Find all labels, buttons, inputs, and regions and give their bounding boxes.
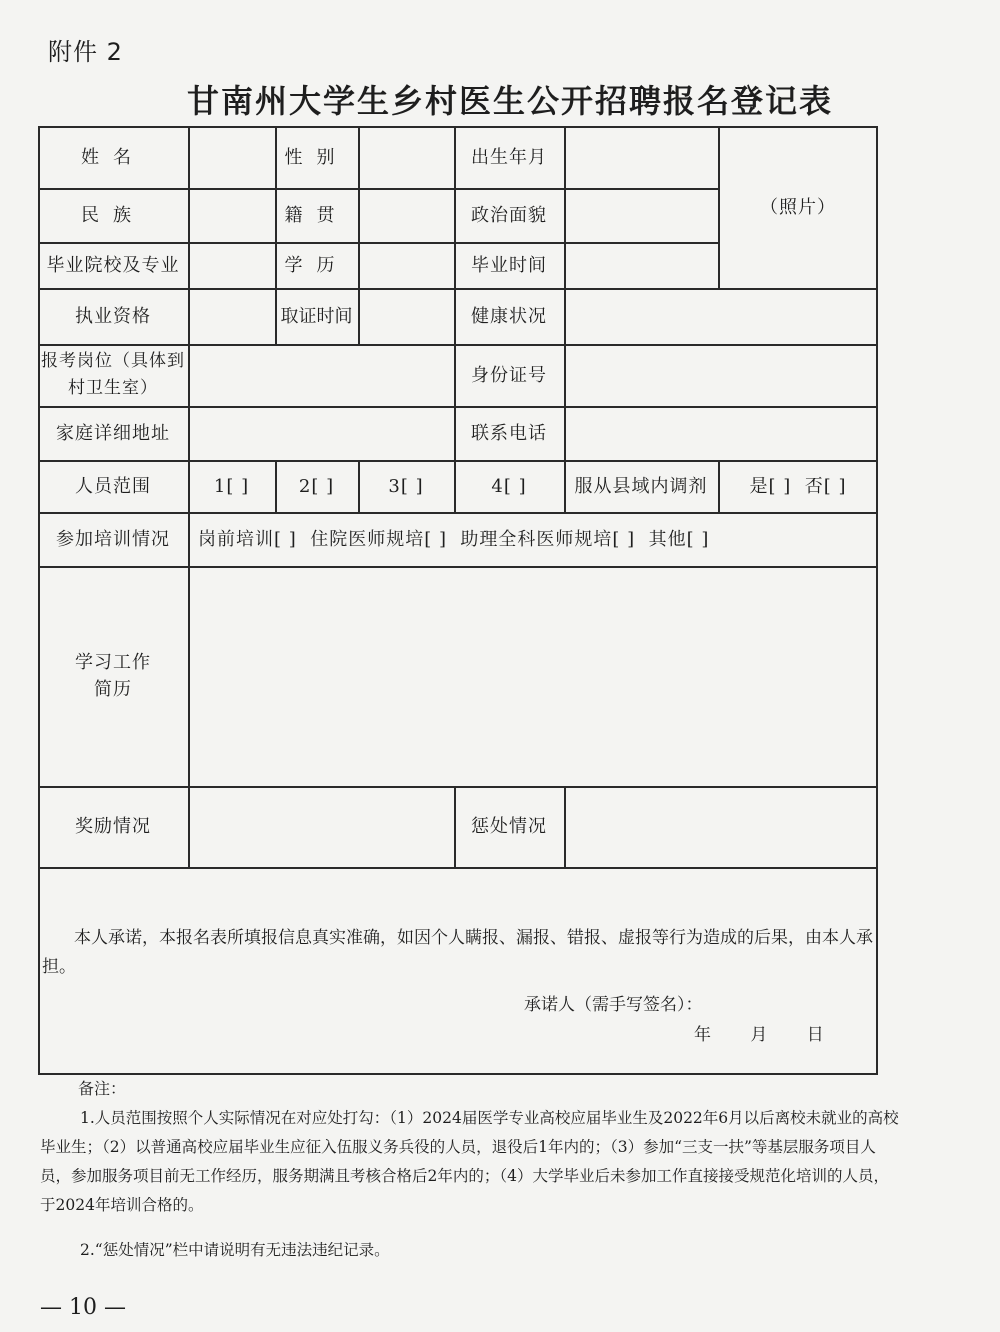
- note-1: 1.人员范围按照个人实际情况在对应处打勾：（1）2024届医学专业高校应届毕业生及2022年6月以后离校未就业的高校毕业生；（2）以普通高校应届毕业生应征入伍服义务兵役的人员，退役后1年内的；（3）参加“三支一扶”等基层服务项目人员，参加服务项目前无工作经历，服务期满且考核合格后2年内的；（4）大学毕业后未参加工作直接接受规范化培训的人员，于2024年培训合格的。: [40, 1109, 899, 1214]
- political-status-label: 政治面貌: [471, 204, 547, 226]
- date-label: 年 月 日: [694, 1025, 824, 1045]
- training-label: 参加培训情况: [56, 528, 170, 550]
- pledge-text: 本人承诺，本报名表所填报信息真实准确，如因个人瞒报、漏报、错报、虚报等行为造成的后果，由本人承担。: [42, 928, 873, 977]
- adjust-options[interactable]: 是[ ] 否[ ]: [749, 475, 847, 497]
- scope-label: 人员范围: [75, 475, 151, 497]
- scope-option-4[interactable]: 4[ ]: [491, 475, 527, 497]
- graduation-time-label: 毕业时间: [471, 254, 547, 276]
- school-major-label: 毕业院校及专业: [46, 254, 180, 276]
- name-label: 姓名: [81, 146, 145, 168]
- attachment-label: 附件 2: [48, 38, 123, 66]
- qualification-label: 执业资格: [75, 305, 151, 327]
- notes-heading: 备注：: [78, 1079, 127, 1098]
- scope-option-1[interactable]: 1[ ]: [213, 475, 250, 497]
- adjust-label: 服从县域内调剂: [574, 475, 708, 497]
- scope-option-2[interactable]: 2[ ]: [298, 475, 335, 497]
- cert-time-label: 取证时间: [280, 305, 353, 327]
- resume-label: 学习工作简历: [75, 652, 151, 700]
- photo-placeholder: （照片）: [760, 196, 836, 218]
- native-place-label: 籍贯: [284, 204, 349, 226]
- awards-label: 奖励情况: [75, 816, 151, 837]
- ethnicity-label: 民族: [81, 204, 145, 226]
- signer-label: 承诺人（需手写签名）：: [524, 995, 703, 1015]
- training-options[interactable]: 岗前培训[ ] 住院医师规培[ ] 助理全科医师规培[ ] 其他[ ]: [198, 528, 710, 550]
- health-label: 健康状况: [471, 305, 547, 327]
- gender-label: 性别: [284, 146, 349, 168]
- address-label: 家庭详细地址: [56, 422, 170, 444]
- scope-option-3[interactable]: 3[ ]: [388, 475, 424, 497]
- phone-label: 联系电话: [471, 422, 547, 444]
- note-2: 2.“惩处情况”栏中请说明有无违法违纪记录。: [80, 1241, 390, 1259]
- page-title: 甘南州大学生乡村医生公开招聘报名登记表: [186, 82, 833, 120]
- birth-label: 出生年月: [471, 146, 547, 168]
- punishment-label: 惩处情况: [471, 816, 547, 837]
- id-number-label: 身份证号: [471, 364, 547, 386]
- education-label: 学历: [284, 254, 349, 276]
- position-label: 报考岗位（具体到村卫生室）: [41, 350, 185, 398]
- page-number: — 10 —: [40, 1295, 126, 1320]
